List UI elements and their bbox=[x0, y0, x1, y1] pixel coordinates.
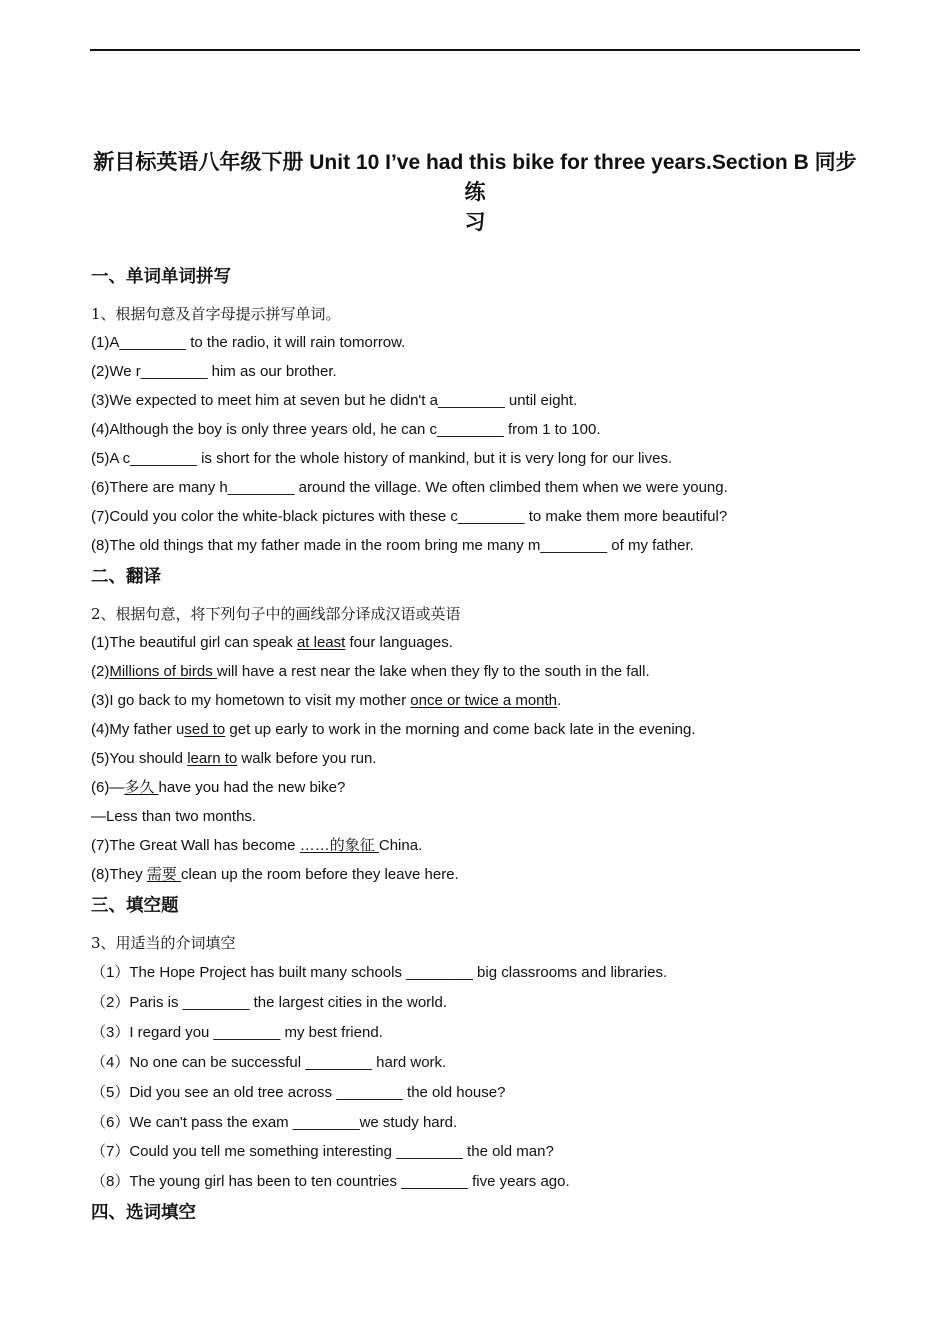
fill-blank-item-3: （3）I regard you ________ my best friend. bbox=[91, 1024, 383, 1041]
document-title: 新目标英语八年级下册 Unit 10 I’ve had this bike for three years.Section B 同步练 bbox=[93, 151, 857, 204]
underlined-phrase: at least bbox=[296, 634, 346, 651]
spelling-item-6: (6)There are many h________ around the village. We often climbed them when we were young. bbox=[91, 479, 728, 496]
translation-item-8: (8)They 需要 clean up the room before they leave here. bbox=[91, 866, 459, 883]
spelling-item-3: (3)We expected to meet him at seven but he didn't a________ until eight. bbox=[91, 392, 578, 409]
section-heading-word-choice: 四、选词填空 bbox=[91, 1202, 196, 1222]
document-title-continued: 习 bbox=[464, 211, 486, 234]
section-heading-fill-blank: 三、填空题 bbox=[91, 895, 179, 915]
spelling-item-8: (8)The old things that my father made in the room bring me many m________ of my father. bbox=[91, 537, 694, 554]
spelling-item-2: (2)We r________ him as our brother. bbox=[91, 363, 337, 380]
underlined-phrase: once or twice a month bbox=[410, 692, 558, 709]
fill-blank-item-1: （1）The Hope Project has built many schools ________ big classrooms and libraries. bbox=[91, 964, 668, 981]
underlined-phrase: 需要 bbox=[146, 866, 182, 883]
spelling-item-7: (7)Could you color the white-black pictures with these c________ to make them more beautiful? bbox=[91, 508, 728, 525]
section-heading-translation: 二、翻译 bbox=[91, 566, 161, 586]
fill-blank-item-8: （8）The young girl has been to ten countries ________ five years ago. bbox=[91, 1173, 570, 1190]
translation-item-2: (2)Millions of birds will have a rest near the lake when they fly to the south in the fall. bbox=[91, 663, 650, 680]
translation-item-6: (6)—多久 have you had the new bike? bbox=[91, 779, 346, 796]
fill-blank-item-7: （7）Could you tell me something interesting ________ the old man? bbox=[91, 1143, 554, 1160]
fill-blank-item-2: （2）Paris is ________ the largest cities in the world. bbox=[91, 994, 448, 1011]
translation-item-4: (4)My father used to get up early to work in the morning and come back late in the evening. bbox=[91, 721, 696, 738]
fill-blank-item-4: （4）No one can be successful ________ hard work. bbox=[91, 1054, 447, 1071]
section-heading-spelling: 一、单词单词拼写 bbox=[91, 266, 231, 286]
underlined-phrase: Millions of birds bbox=[109, 663, 217, 680]
fill-blank-instruction: 3、用适当的介词填空 bbox=[91, 934, 236, 952]
fill-blank-item-6: （6）We can't pass the exam ________we study hard. bbox=[91, 1114, 458, 1131]
translation-item-5: (5)You should learn to walk before you run. bbox=[91, 750, 377, 767]
translation-instruction: 2、根据句意，将下列句子中的画线部分译成汉语或英语 bbox=[91, 605, 461, 623]
translation-item-1: (1)The beautiful girl can speak at least four languages. bbox=[91, 634, 453, 651]
top-rule bbox=[90, 49, 860, 51]
underlined-phrase: ……的象征 bbox=[299, 837, 379, 854]
translation-item-3: (3)I go back to my hometown to visit my mother once or twice a month. bbox=[91, 692, 562, 709]
translation-item-6-answer: —Less than two months. bbox=[91, 808, 257, 825]
spelling-item-5: (5)A c________ is short for the whole history of mankind, but it is very long for our lives. bbox=[91, 450, 673, 467]
underlined-phrase: learn to bbox=[187, 750, 238, 767]
underlined-phrase: sed to bbox=[184, 721, 226, 738]
fill-blank-item-5: （5）Did you see an old tree across ________ the old house? bbox=[91, 1084, 506, 1101]
spelling-item-1: (1)A________ to the radio, it will rain tomorrow. bbox=[91, 334, 406, 351]
spelling-instruction: 1、根据句意及首字母提示拼写单词。 bbox=[91, 305, 341, 323]
underlined-phrase: 多久 bbox=[124, 779, 159, 796]
translation-item-7: (7)The Great Wall has become ……的象征 China. bbox=[91, 837, 423, 854]
spelling-item-4: (4)Although the boy is only three years old, he can c________ from 1 to 100. bbox=[91, 421, 601, 438]
